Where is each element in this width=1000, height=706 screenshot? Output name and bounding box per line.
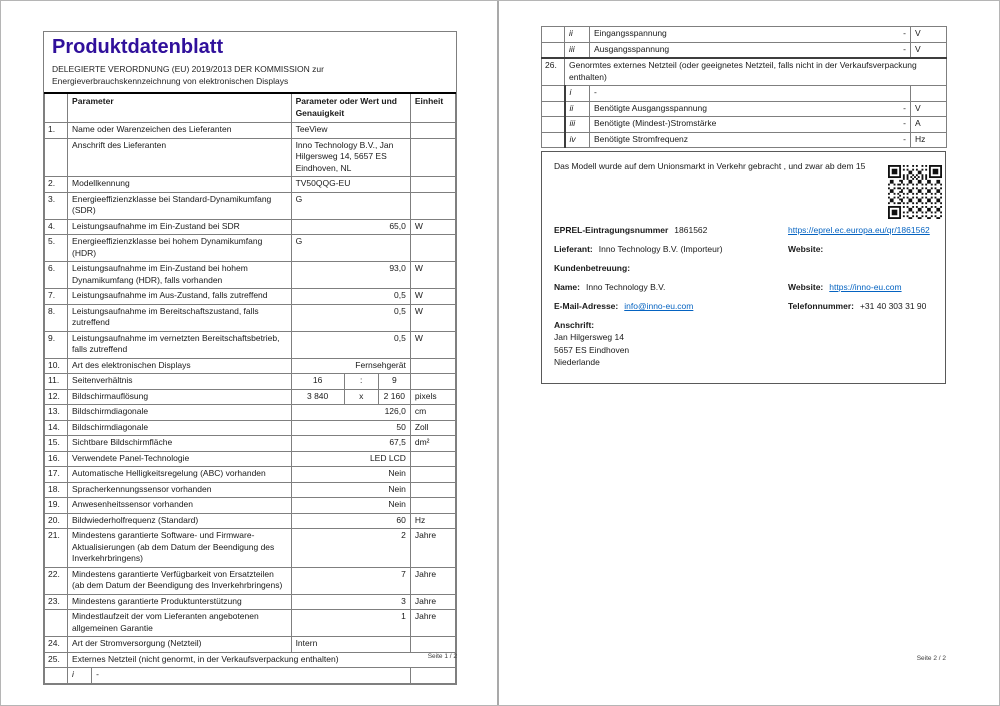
table-row: [542, 42, 947, 58]
eprel-row: [554, 224, 933, 236]
product-data-table-continued: [541, 26, 947, 148]
row-number-cell: 6.: [45, 262, 68, 289]
value-cell: Nein: [291, 482, 410, 498]
unit-cell: Jahre: [410, 567, 455, 594]
row-number-cell: [542, 117, 565, 133]
parameter-span-cell: Genormtes externes Netzteil (oder geeignetes Netzteil, falls nicht in der Verkaufsverpackung enthalten): [565, 58, 947, 86]
table-row: [45, 405, 456, 421]
description-flex: [594, 44, 906, 56]
row-number-cell: 20.: [45, 513, 68, 529]
sub-index-cell: iii: [565, 117, 590, 133]
description-flex: [594, 28, 906, 40]
unit-cell: Zoll: [410, 420, 455, 436]
parameter-cell: Leistungsaufnahme im Bereitschaftszustand, falls zutreffend: [68, 304, 292, 331]
unit-cell: W: [410, 289, 455, 305]
value-text: -: [903, 102, 907, 113]
description-cell: [590, 86, 911, 102]
table-row: [45, 358, 456, 374]
table-row: [45, 668, 456, 684]
name-row: [554, 281, 933, 293]
table-row: [45, 637, 456, 653]
table-row: [542, 58, 947, 86]
table-row: [542, 86, 947, 102]
parameter-cell: Bildwiederholfrequenz (Standard): [68, 513, 292, 529]
table-row: [45, 482, 456, 498]
product-data-table: [44, 92, 456, 684]
email-row: [554, 300, 933, 312]
eprel-qr-link[interactable]: https://eprel.ec.europa.eu/qr/1861562: [788, 225, 930, 235]
row-number-cell: 11.: [45, 374, 68, 390]
row-number-cell: 16.: [45, 451, 68, 467]
table-row: [45, 219, 456, 235]
page1-frame: [43, 31, 457, 685]
unit-cell: V: [911, 101, 947, 117]
phone-cell: [788, 300, 933, 312]
description-flex: [594, 103, 906, 115]
website2-label: Website:: [788, 282, 824, 292]
description-cell: [590, 132, 911, 148]
row-number-cell: [45, 610, 68, 637]
value-cell: 126,0: [291, 405, 410, 421]
email-label: E-Mail-Adresse:: [554, 301, 619, 311]
row-number-cell: 7.: [45, 289, 68, 305]
value-cell: 7: [291, 567, 410, 594]
parameter-cell: Mindestlaufzeit der vom Lieferanten angebotenen allgemeinen Garantie: [68, 610, 292, 637]
description-text: -: [594, 87, 597, 97]
value-cell: 16: [291, 374, 344, 390]
row-number-cell: 17.: [45, 467, 68, 483]
value-cell: TeeView: [291, 123, 410, 139]
value-cell: Inno Technology B.V., Jan Hilgersweg 14, 5657 ES Eindhoven, NL: [291, 138, 410, 177]
row-number-cell: 13.: [45, 405, 68, 421]
table-row: [45, 420, 456, 436]
phone-label: Telefonnummer:: [788, 301, 854, 311]
row-number-cell: [542, 132, 565, 148]
description-cell: [590, 27, 911, 43]
regulation-subtitle-line2: Energieverbrauchskennzeichnung von elektronischen Displays: [52, 75, 289, 86]
row-number-cell: 4.: [45, 219, 68, 235]
unit-cell: Jahre: [410, 529, 455, 568]
parameter-cell: Spracherkennungssensor vorhanden: [68, 482, 292, 498]
unit-cell: [410, 451, 455, 467]
unit-cell: [410, 374, 455, 390]
unit-cell: W: [410, 304, 455, 331]
unit-cell: [410, 123, 455, 139]
table-row: [45, 389, 456, 405]
sub-index-cell: i: [565, 86, 590, 102]
unit-cell: [410, 358, 455, 374]
row-number-cell: 24.: [45, 637, 68, 653]
unit-cell: Jahre: [410, 610, 455, 637]
union-market-text: Das Modell wurde auf dem Unionsmarkt in Verkehr gebracht , und zwar ab dem 15: [554, 161, 866, 171]
table-row: [542, 27, 947, 43]
table-row: [45, 304, 456, 331]
regulation-subtitle-line1: DELEGIERTE VERORDNUNG (EU) 2019/2013 DER KOMMISSION zur: [52, 64, 324, 74]
website2-cell: [788, 281, 933, 293]
phone-value: +31 40 303 31 90: [859, 301, 927, 311]
value-cell: 0,5: [291, 289, 410, 305]
unit-cell: W: [410, 331, 455, 358]
parameter-cell: Bildschirmauflösung: [68, 389, 292, 405]
eprel-label: EPREL-Eintragungsnummer: [554, 225, 669, 235]
unit-cell: A: [911, 117, 947, 133]
row-number-cell: 26.: [542, 58, 565, 86]
parameter-cell: Anwesenheitssensor vorhanden: [68, 498, 292, 514]
sub-index-cell: iii: [565, 42, 590, 58]
unit-cell: Hz: [911, 132, 947, 148]
page-divider: [497, 1, 499, 706]
name-cell: [554, 281, 782, 293]
row-number-cell: 15.: [45, 436, 68, 452]
address-label: Anschrift:: [554, 320, 595, 330]
address-line: Niederlande: [554, 357, 600, 367]
sub-index-cell: i: [68, 668, 92, 684]
parameter-cell: Mindestens garantierte Produktunterstützung: [68, 594, 292, 610]
unit-cell: [911, 86, 947, 102]
sub-index-cell: iv: [565, 132, 590, 148]
parameter-cell: Anschrift des Lieferanten: [68, 138, 292, 177]
supplier-value: Inno Technology B.V. (Importeur): [598, 244, 723, 254]
eprel-link-cell: [788, 224, 938, 236]
value-cell: 50: [291, 420, 410, 436]
parameter-cell: Art der Stromversorgung (Netzteil): [68, 637, 292, 653]
row-number-cell: 21.: [45, 529, 68, 568]
table-row: [542, 132, 947, 148]
parameter-cell: Automatische Helligkeitsregelung (ABC) vorhanden: [68, 467, 292, 483]
table-row: [45, 374, 456, 390]
parameter-span-cell: Externes Netzteil (nicht genormt, in der Verkaufsverpackung enthalten): [68, 652, 456, 668]
value-text: -: [903, 118, 907, 128]
unit-cell: [410, 177, 455, 193]
row-number-cell: 1.: [45, 123, 68, 139]
qr-code-icon: [887, 165, 943, 219]
table-row: [45, 177, 456, 193]
value-cell: -: [92, 668, 411, 684]
supplier-cell: [554, 243, 782, 255]
value-cell: 9: [378, 374, 410, 390]
description-cell: [590, 101, 911, 117]
parameter-cell: Seitenverhältnis: [68, 374, 292, 390]
parameter-cell: Leistungsaufnahme im vernetzten Bereitschaftsbetrieb, falls zutreffend: [68, 331, 292, 358]
value-cell: 1: [291, 610, 410, 637]
value-cell: LED LCD: [291, 451, 410, 467]
description-flex: [594, 87, 906, 99]
unit-cell: [410, 482, 455, 498]
value-cell: 3: [291, 594, 410, 610]
value-cell: 3 840: [291, 389, 344, 405]
parameter-cell: Sichtbare Bildschirmfläche: [68, 436, 292, 452]
unit-cell: W: [410, 219, 455, 235]
unit-cell: W: [410, 262, 455, 289]
value-cell: 2 160: [378, 389, 410, 405]
value-cell: Fernsehgerät: [291, 358, 410, 374]
website1-cell: [788, 243, 933, 255]
row-number-cell: 14.: [45, 420, 68, 436]
row-number-cell: 22.: [45, 567, 68, 594]
table-row: [45, 331, 456, 358]
description-text: Benötigte Ausgangsspannung: [594, 102, 707, 113]
eprel-number-value: 1861562: [674, 225, 708, 235]
row-number-cell: [45, 668, 68, 684]
row-number-cell: 10.: [45, 358, 68, 374]
unit-cell: pixels: [410, 389, 455, 405]
table-row: [45, 123, 456, 139]
page2-footer: Seite 2 / 2: [916, 655, 946, 662]
support-row: [554, 262, 933, 274]
table-row: [45, 436, 456, 452]
page1-title-area: [44, 32, 456, 92]
parameter-cell: Mindestens garantierte Software- und Firmware-Aktualisierungen (ab dem Datum der Beendigung des Inverkehrbringens): [68, 529, 292, 568]
table-row: [45, 289, 456, 305]
page-title: Produktdatenblatt: [52, 36, 224, 58]
unit-cell: V: [911, 42, 947, 58]
unit-cell: [410, 138, 455, 177]
website1-label: Website:: [788, 244, 824, 254]
header-unit: Einheit: [410, 93, 455, 123]
unit-cell: [410, 192, 455, 219]
description-text: Benötigte Stromfrequenz: [594, 133, 689, 144]
parameter-cell: Energieeffizienzklasse bei hohem Dynamikumfang (HDR): [68, 235, 292, 262]
email-link[interactable]: info@inno-eu.com: [624, 301, 694, 311]
value-text: -: [903, 28, 907, 38]
row-number-cell: 9.: [45, 331, 68, 358]
row-number-cell: 8.: [45, 304, 68, 331]
page1-table-body: [45, 123, 456, 684]
description-text: Eingangsspannung: [594, 28, 667, 38]
table-row: [45, 451, 456, 467]
description-flex: [594, 134, 906, 146]
name-label: Name:: [554, 282, 580, 292]
description-flex: [594, 118, 906, 130]
table-row: [45, 567, 456, 594]
value-cell: 0,5: [291, 331, 410, 358]
table-header-row: [45, 93, 456, 123]
table-row: [45, 192, 456, 219]
row-number-cell: [542, 27, 565, 43]
support-label: Kundenbetreuung:: [554, 263, 631, 273]
value-cell: G: [291, 235, 410, 262]
sub-index-cell: ii: [565, 27, 590, 43]
header-parameter: Parameter: [68, 93, 292, 123]
page2-table-wrap: [541, 26, 946, 148]
parameter-cell: Bildschirmdiagonale: [68, 420, 292, 436]
eprel-number: [554, 224, 782, 236]
table-row: [45, 262, 456, 289]
description-text: Ausgangsspannung: [594, 43, 670, 54]
parameter-cell: Mindestens garantierte Verfügbarkeit von Ersatzteilen (ab dem Datum der Beendigung des Inverkehrbringens): [68, 567, 292, 594]
parameter-cell: Art des elektronischen Displays: [68, 358, 292, 374]
parameter-cell: Leistungsaufnahme im Aus-Zustand, falls zutreffend: [68, 289, 292, 305]
unit-cell: V: [911, 27, 947, 43]
row-number-cell: 5.: [45, 235, 68, 262]
unit-cell: [410, 467, 455, 483]
address-line: Jan Hilgersweg 14: [554, 332, 624, 342]
support-cell: [554, 262, 782, 274]
row-number-cell: 18.: [45, 482, 68, 498]
parameter-cell: Verwendete Panel-Technologie: [68, 451, 292, 467]
unit-cell: Hz: [410, 513, 455, 529]
unit-cell: [410, 668, 455, 684]
unit-cell: cm: [410, 405, 455, 421]
parameter-cell: Leistungsaufnahme im Ein-Zustand bei hohem Dynamikumfang (HDR), falls vorhanden: [68, 262, 292, 289]
address-block: [554, 319, 933, 369]
table-row: [45, 235, 456, 262]
row-number-cell: 3.: [45, 192, 68, 219]
value-cell: Nein: [291, 498, 410, 514]
row-number-cell: 2.: [45, 177, 68, 193]
email-cell: [554, 300, 782, 312]
unit-cell: [410, 637, 455, 653]
sub-index-cell: ii: [565, 101, 590, 117]
row-number-cell: 23.: [45, 594, 68, 610]
header-value: Parameter oder Wert und Genauigkeit: [291, 93, 410, 123]
value-separator-cell: :: [344, 374, 378, 390]
supplier-row: [554, 243, 933, 255]
parameter-cell: Name oder Warenzeichen des Lieferanten: [68, 123, 292, 139]
value-cell: 93,0: [291, 262, 410, 289]
row-number-cell: [542, 101, 565, 117]
address-line: 5657 ES Eindhoven: [554, 344, 630, 355]
name-value: Inno Technology B.V.: [585, 282, 666, 292]
value-cell: 67,5: [291, 436, 410, 452]
table-row: [45, 138, 456, 177]
value-cell: G: [291, 192, 410, 219]
unit-cell: dm²: [410, 436, 455, 452]
value-cell: 2: [291, 529, 410, 568]
value-separator-cell: x: [344, 389, 378, 405]
table-row: [542, 101, 947, 117]
supplier-info-box: [541, 151, 946, 384]
table-row: [45, 513, 456, 529]
parameter-cell: Leistungsaufnahme im Ein-Zustand bei SDR: [68, 219, 292, 235]
value-cell: 65,0: [291, 219, 410, 235]
unit-cell: [410, 235, 455, 262]
parameter-cell: Modellkennung: [68, 177, 292, 193]
row-number-cell: 19.: [45, 498, 68, 514]
table-row: [45, 467, 456, 483]
description-cell: [590, 117, 911, 133]
row-number-cell: [542, 86, 565, 102]
value-text: -: [903, 133, 907, 144]
value-cell: TV50QQG-EU: [291, 177, 410, 193]
supplier-label: Lieferant:: [554, 244, 593, 254]
unit-cell: [410, 498, 455, 514]
row-number-cell: [45, 138, 68, 177]
value-cell: Intern: [291, 637, 410, 653]
page1-footer: Seite 1 / 2: [427, 653, 457, 660]
header-number-cell: [45, 93, 68, 123]
parameter-cell: Energieeffizienzklasse bei Standard-Dynamikumfang (SDR): [68, 192, 292, 219]
supplier-website-link[interactable]: https://inno-eu.com: [829, 282, 902, 292]
value-cell: 0,5: [291, 304, 410, 331]
table-row: [45, 610, 456, 637]
page2-table-body: [542, 27, 947, 148]
row-number-cell: [542, 42, 565, 58]
description-cell: [590, 42, 911, 58]
unit-cell: Jahre: [410, 594, 455, 610]
row-number-cell: 25.: [45, 652, 68, 668]
value-text: -: [903, 43, 907, 54]
table-row: [45, 529, 456, 568]
parameter-cell: Bildschirmdiagonale: [68, 405, 292, 421]
table-row: [45, 594, 456, 610]
description-text: Benötigte (Mindest-)Stromstärke: [594, 118, 717, 128]
value-cell: Nein: [291, 467, 410, 483]
table-row: [45, 498, 456, 514]
value-cell: 60: [291, 513, 410, 529]
row-number-cell: 12.: [45, 389, 68, 405]
table-row: [542, 117, 947, 133]
